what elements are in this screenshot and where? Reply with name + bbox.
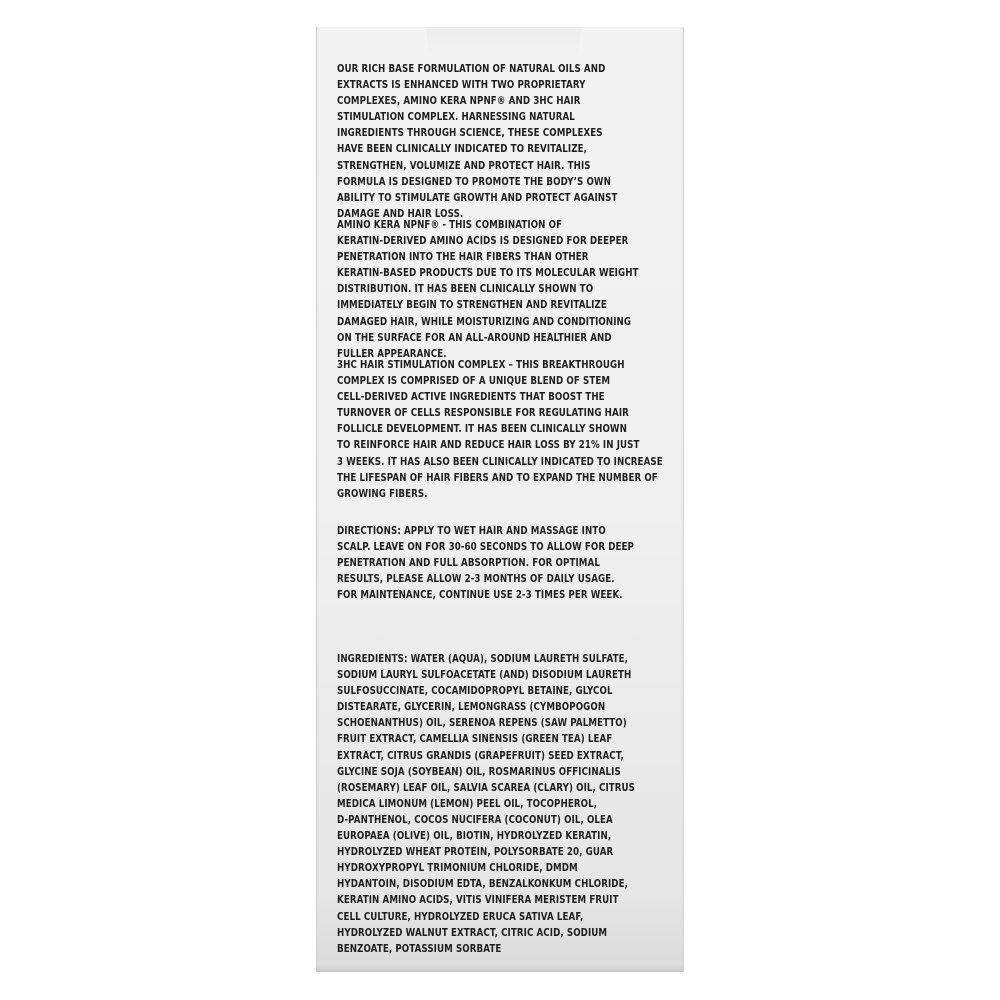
text-line: (ROSEMARY) LEAF OIL, SALVIA SCAREA (CLARY) OIL, CITRUS: [337, 781, 636, 794]
text-line: TO REINFORCE HAIR AND REDUCE HAIR LOSS BY 21% IN JUST: [337, 439, 640, 452]
text-line: STRENGTHEN, VOLUMIZE AND PROTECT HAIR. THIS: [337, 159, 591, 172]
text-line: HYDROLYZED WALNUT EXTRACT, CITRIC ACID, SODIUM: [337, 926, 608, 939]
text-line: SODIUM LAURYL SULFOACETATE (AND) DISODIUM LAURETH: [337, 669, 632, 682]
text-line: HYDANTOIN, DISODIUM EDTA, BENZALKONKUM CHLORIDE,: [337, 878, 628, 891]
text-line: PENETRATION INTO THE HAIR FIBERS THAN OTHER: [337, 251, 589, 264]
text-line: EXTRACT, CITRUS GRANDIS (GRAPEFRUIT) SEED EXTRACT,: [337, 749, 624, 762]
text-line: IMMEDIATELY BEGIN TO STRENGTHEN AND REVITALIZE: [337, 299, 607, 312]
directions-paragraph: [337, 523, 634, 603]
text-line: DIRECTIONS: APPLY TO WET HAIR AND MASSAGE INTO: [337, 525, 606, 537]
text-line: EUROPAEA (OLIVE) OIL, BIOTIN, HYDROLYZED KERATIN,: [337, 830, 612, 843]
text-line: FULLER APPEARANCE.: [337, 347, 447, 360]
text-line: INGREDIENTS: WATER (AQUA), SODIUM LAURETH SULFATE,: [337, 653, 629, 665]
3hc-complex-paragraph: [337, 357, 663, 502]
text-line: KERATIN AMINO ACIDS, VITIS VINIFERA MERISTEM FRUIT: [337, 894, 619, 907]
text-line: D-PANTHENOL, COCOS NUCIFERA (COCONUT) OIL, OLEA: [337, 813, 613, 826]
text-line: CELL-DERIVED ACTIVE INGREDIENTS THAT BOOST THE: [337, 391, 605, 404]
text-line: MEDICA LIMONUM (LEMON) PEEL OIL, TOCOPHEROL,: [337, 797, 598, 810]
text-line: HYDROXYPROPYL TRIMONIUM CHLORIDE, DMDM: [337, 862, 578, 875]
text-line: TURNOVER OF CELLS RESPONSIBLE FOR REGULATING HAIR: [337, 407, 629, 420]
intro-paragraph: [337, 61, 617, 222]
text-line: HAVE BEEN CLINICALLY INDICATED TO REVITALIZE,: [337, 143, 587, 156]
text-line: STIMULATION COMPLEX. HARNESSING NATURAL: [337, 111, 575, 124]
text-line: DISTEARATE, GLYCERIN, LEMONGRASS (CYMBOPOGON: [337, 701, 606, 714]
text-line: ABILITY TO STIMULATE GROWTH AND PROTECT AGAINST: [337, 191, 618, 204]
text-line: DISTRIBUTION. IT HAS BEEN CLINICALLY SHOWN TO: [337, 283, 594, 296]
text-line: COMPLEX IS COMPRISED OF A UNIQUE BLEND OF STEM: [337, 375, 611, 388]
text-line: SCALP. LEAVE ON FOR 30-60 SECONDS TO ALLOW FOR DEEP: [337, 541, 634, 554]
text-line: RESULTS, PLEASE ALLOW 2-3 MONTHS OF DAILY USAGE.: [337, 573, 615, 586]
text-line: SULFOSUCCINATE, COCAMIDOPROPYL BETAINE, GLYCOL: [337, 685, 613, 698]
amino-kera-paragraph: [337, 217, 639, 362]
text-line: OUR RICH BASE FORMULATION OF NATURAL OILS AND: [337, 63, 606, 75]
text-line: DAMAGE AND HAIR LOSS.: [337, 207, 464, 220]
text-line: SCHOENANTHUS) OIL, SERENOA REPENS (SAW PALMETTO): [337, 717, 627, 730]
text-line: KERATIN-DERIVED AMINO ACIDS IS DESIGNED FOR DEEPER: [337, 235, 629, 248]
text-line: HYDROLYZED WHEAT PROTEIN, POLYSORBATE 20, GUAR: [337, 846, 614, 859]
text-line: PENETRATION AND FULL ABSORPTION. FOR OPTIMAL: [337, 557, 600, 570]
text-line: THE LIFESPAN OF HAIR FIBERS AND TO EXPAND THE NUMBER OF: [337, 471, 658, 484]
text-line: COMPLEXES, AMINO KERA NPNF® AND 3HC HAIR: [337, 95, 581, 108]
text-line: GROWING FIBERS.: [337, 487, 428, 500]
text-line: FOLLICLE DEVELOPMENT. IT HAS BEEN CLINICALLY SHOWN: [337, 423, 627, 436]
text-line: EXTRACTS IS ENHANCED WITH TWO PROPRIETARY: [337, 79, 586, 92]
text-line: INGREDIENTS THROUGH SCIENCE, THESE COMPLEXES: [337, 127, 603, 140]
text-line: FOR MAINTENANCE, CONTINUE USE 2-3 TIMES PER WEEK.: [337, 589, 623, 602]
text-line: KERATIN-BASED PRODUCTS DUE TO ITS MOLECULAR WEIGHT: [337, 267, 639, 280]
text-line: DAMAGED HAIR, WHILE MOISTURIZING AND CONDITIONING: [337, 315, 632, 328]
text-line: CELL CULTURE, HYDROLYZED ERUCA SATIVA LEAF,: [337, 910, 584, 923]
text-line: FORMULA IS DESIGNED TO PROMOTE THE BODY’S OWN: [337, 175, 611, 188]
text-line: BENZOATE, POTASSIUM SORBATE: [337, 942, 502, 955]
text-line: 3 WEEKS. IT HAS ALSO BEEN CLINICALLY INDICATED TO INCREASE: [337, 455, 663, 468]
text-line: FRUIT EXTRACT, CAMELLIA SINENSIS (GREEN TEA) LEAF: [337, 733, 613, 746]
text-line: AMINO KERA NPNF® - THIS COMBINATION OF: [337, 219, 563, 231]
box-top-flap: [426, 27, 581, 57]
text-line: ON THE SURFACE FOR AN ALL-AROUND HEALTHIER AND: [337, 331, 612, 344]
text-line: GLYCINE SOJA (SOYBEAN) OIL, ROSMARINUS OFFICINALIS: [337, 765, 621, 778]
ingredients-paragraph: [337, 651, 635, 957]
text-line: 3HC HAIR STIMULATION COMPLEX – THIS BREAKTHROUGH: [337, 359, 625, 371]
